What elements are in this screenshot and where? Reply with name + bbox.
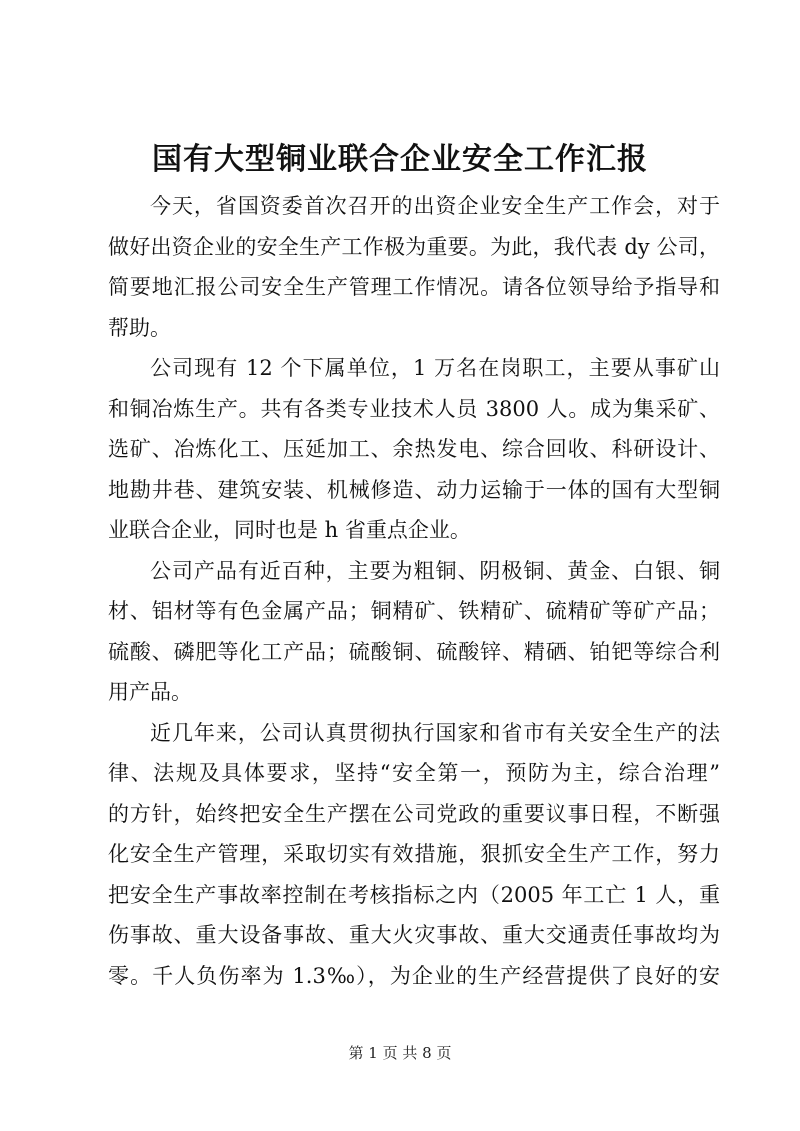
- text-line: 地勘井巷、建筑安装、机械修造、动力运输于一体的国有大型铜: [108, 477, 720, 502]
- text-line: 选矿、冶炼化工、压延加工、余热发电、综合回收、科研设计、: [108, 437, 720, 461]
- text-line: 用产品。: [108, 680, 192, 704]
- document-body: [108, 186, 720, 996]
- text-line: 伤事故、重大设备事故、重大火灾事故、重大交通责任事故均为: [108, 923, 720, 947]
- text-line: 近几年来，公司认真贯彻执行国家和省市有关安全生产的法: [150, 720, 720, 745]
- text-line: 的方针，始终把安全生产摆在公司党政的重要议事日程，不断强: [108, 801, 720, 826]
- text-line: 把安全生产事故率控制在考核指标之内（2005 年工亡 1 人，重: [108, 882, 720, 907]
- page-number: 第 1 页 共 8 页: [348, 1044, 452, 1062]
- text-line: 材、铝材等有色金属产品；铜精矿、铁精矿、硫精矿等矿产品；: [108, 599, 720, 623]
- text-line: 简要地汇报公司安全生产管理工作情况。请各位领导给予指导和: [108, 275, 720, 299]
- text-line: 公司现有 12 个下属单位，1 万名在岗职工，主要从事矿山: [150, 356, 720, 380]
- text-line: 今天，省国资委首次召开的出资企业安全生产工作会，对于: [150, 194, 720, 218]
- text-line: 零。千人负伤率为 1.3‰），为企业的生产经营提供了良好的安: [108, 963, 720, 988]
- text-line: 和铜冶炼生产。共有各类专业技术人员 3800 人。成为集采矿、: [108, 396, 720, 421]
- text-line: 帮助。: [108, 315, 171, 340]
- text-line: 公司产品有近百种，主要为粗铜、阴极铜、黄金、白银、铜: [150, 558, 720, 583]
- text-line: 硫酸、磷肥等化工产品；硫酸铜、硫酸锌、精硒、铂钯等综合利: [108, 639, 720, 664]
- text-line: 做好出资企业的安全生产工作极为重要。为此，我代表 dy 公司，: [108, 234, 720, 259]
- text-line: 业联合企业，同时也是 h 省重点企业。: [108, 518, 471, 542]
- text-line: 律、法规及具体要求，坚持“安全第一，预防为主，综合治理”: [108, 761, 720, 785]
- text-line: 化安全生产管理，采取切实有效措施，狠抓安全生产工作，努力: [108, 842, 720, 866]
- document-title: 国有大型铜业联合企业安全工作汇报: [152, 142, 648, 177]
